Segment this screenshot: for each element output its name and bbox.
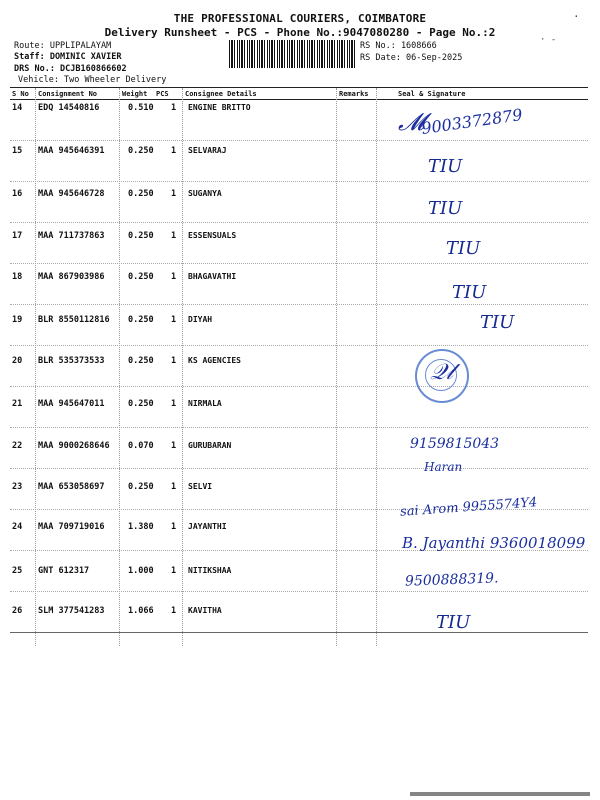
row-pcs: 1 [171,272,177,282]
row-consignee: NITIKSHAA [188,566,232,575]
row-consignment: MAA 945646728 [38,189,105,199]
column-header-weight: Weight [122,90,148,98]
row-weight: 1.000 [128,566,154,576]
row-pcs: 1 [171,231,177,241]
signature-row-17: TIU [446,238,481,259]
column-header-consignee: Consignee Details [185,90,257,98]
signature-row-16: TIU [428,198,463,219]
row-sno: 24 [12,522,23,532]
row-consignment: SLM 377541283 [38,606,105,616]
signature-row-15: TIU [428,156,463,177]
rs-number: RS No.: 1608666 [360,41,437,51]
signature-row-25: 9500888319. [404,570,499,590]
signature-row-24: B. Jayanthi 9360018099 [402,534,586,552]
row-weight: 0.250 [128,146,154,156]
row-consignee: SUGANYA [188,189,222,198]
signature-row-18: TIU [452,282,487,303]
table-row [0,387,600,428]
row-consignment: MAA 709719016 [38,522,105,532]
scan-mark: · - [540,35,557,45]
row-weight: 0.070 [128,441,154,451]
row-consignment: MAA 711737863 [38,231,105,241]
table-row [0,264,600,305]
row-sno: 14 [12,103,23,113]
row-weight: 0.250 [128,231,154,241]
row-consignee: KAVITHA [188,606,222,615]
route-label: Route: UPPLIPALAYAM [14,41,112,51]
column-header-sno: S No [12,90,29,98]
staff-label: Staff: DOMINIC XAVIER [14,52,122,62]
scan-edge-mark [410,792,590,796]
row-pcs: 1 [171,399,177,409]
row-pcs: 1 [171,189,177,199]
row-weight: 1.066 [128,606,154,616]
row-sno: 15 [12,146,23,156]
column-header-seal: Seal & Signature [398,90,466,98]
row-pcs: 1 [171,103,177,113]
column-header-consignment: Consignment No [38,90,98,98]
signature-row-20: 𝒬𝓁 [430,360,454,385]
row-weight: 0.250 [128,482,154,492]
row-consignee: GURUBARAN [188,441,232,450]
row-consignment: BLR 535373533 [38,356,105,366]
row-sno: 19 [12,315,23,325]
row-consignee: BHAGAVATHI [188,272,237,281]
row-sno: 26 [12,606,23,616]
row-pcs: 1 [171,146,177,156]
table-row [0,223,600,264]
row-consignment: EDQ 14540816 [38,103,100,113]
row-consignee: SELVARAJ [188,146,227,155]
table-row [0,141,600,182]
row-consignee: NIRMALA [188,399,222,408]
row-sno: 20 [12,356,23,366]
row-consignee: JAYANTHI [188,522,227,531]
signature-row-19: TIU [480,312,515,333]
row-divider [10,632,588,633]
row-consignee: DIYAH [188,315,213,324]
row-sno: 16 [12,189,23,199]
row-pcs: 1 [171,441,177,451]
rs-date: RS Date: 06-Sep-2025 [360,53,463,63]
row-sno: 25 [12,566,23,576]
row-weight: 0.250 [128,356,154,366]
company-title: THE PROFESSIONAL COURIERS, COIMBATORE [173,12,427,25]
header-top-rule [10,87,588,88]
row-sno: 21 [12,399,23,409]
row-consignment: GNT 612317 [38,566,90,576]
vehicle-label: Vehicle: Two Wheeler Delivery [18,75,167,85]
row-pcs: 1 [171,566,177,576]
row-consignee: SELVI [188,482,213,491]
row-consignment: MAA 9000268646 [38,441,110,451]
signature-row-26: TIU [436,612,471,633]
row-sno: 22 [12,441,23,451]
runsheet-subtitle: Delivery Runsheet - PCS - Phone No.:9047080280 - Page No.:2 [104,26,496,39]
row-pcs: 1 [171,315,177,325]
column-header-remarks: Remarks [339,90,369,98]
signature-row-23: sai Arom 9955574Y4 [399,495,538,520]
table-row [0,592,600,633]
row-pcs: 1 [171,606,177,616]
drs-label: DRS No.: DCJB160866602 [14,64,127,74]
row-pcs: 1 [171,482,177,492]
row-consignment: MAA 867903986 [38,272,105,282]
row-sno: 23 [12,482,23,492]
table-row [0,182,600,223]
barcode-image [229,40,357,68]
row-consignment: MAA 945647011 [38,399,105,409]
row-consignment: MAA 653058697 [38,482,105,492]
column-header-pcs: PCS [156,90,169,98]
row-consignment: MAA 945646391 [38,146,105,156]
row-weight: 0.250 [128,189,154,199]
row-sno: 18 [12,272,23,282]
signature-scribble: 𝓜 [398,108,425,136]
signature-row-14: 9003372879 [420,105,524,138]
row-weight: 0.250 [128,315,154,325]
signature-row-22-phone: 9159815043 [410,436,500,452]
scan-mark: · [573,10,580,23]
row-pcs: 1 [171,522,177,532]
row-weight: 1.380 [128,522,154,532]
row-consignee: KS AGENCIES [188,356,241,365]
row-consignee: ENGINE BRITTO [188,103,251,112]
table-row [0,346,600,387]
row-sno: 17 [12,231,23,241]
signature-row-22-name: Haran [424,460,463,474]
row-consignee: ESSENSUALS [188,231,237,240]
row-consignment: BLR 8550112816 [38,315,110,325]
row-pcs: 1 [171,356,177,366]
table-row [0,428,600,469]
row-weight: 0.250 [128,272,154,282]
row-weight: 0.250 [128,399,154,409]
row-weight: 0.510 [128,103,154,113]
table-row [0,551,600,592]
